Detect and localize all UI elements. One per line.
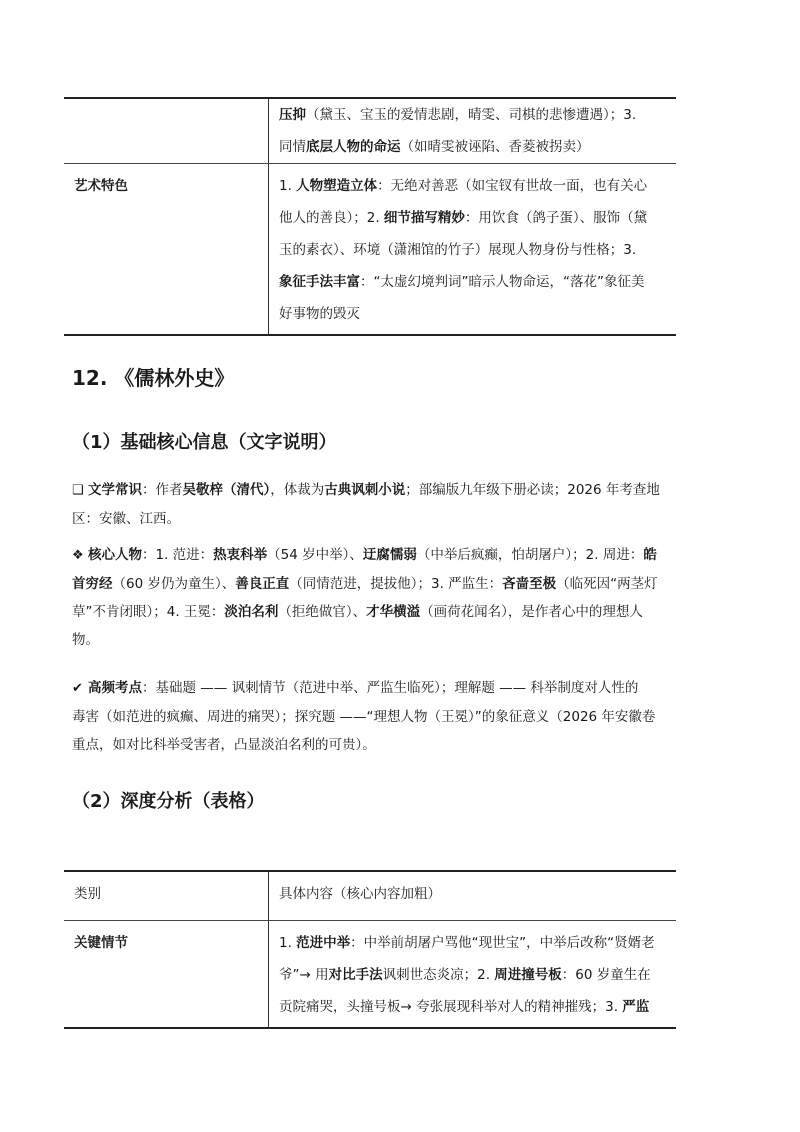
header-content: 具体内容（核心内容加粗） [269, 871, 677, 921]
table-row [64, 98, 676, 164]
paragraph-text: 文学常识：作者吴敬梓（清代），体裁为古典讽刺小说；部编版九年级下册必读；2026 年考查地 区：安徽、江西。 [72, 482, 660, 527]
row-label [64, 98, 269, 164]
diamond-bullet-icon: ❖ [72, 548, 84, 563]
paragraph-literary-knowledge [72, 476, 734, 533]
table-rulin-analysis [64, 870, 676, 1029]
row-label: 关键情节 [64, 921, 269, 1029]
paragraph-text: 核心人物：1. 范进：热衷科举（54 岁中举）、迂腐懦弱（中举后疯癫，怕胡屠户）；2. 周进：皓 首穷经（60 岁仍为童生）、善良正直（同情范进，提拔他）；3. 严监生：吝啬至极（临死因“两茎灯 草”不肯闭眼）；4. 王冕：淡泊名利（拒绝做官）、才华横溢（画荷花闻名），是作者心中的理想人 物。 [72, 547, 658, 648]
row-content: 压抑（黛玉、宝玉的爱情悲剧，晴雯、司棋的悲惨遭遇）；3. 同情底层人物的命运（如晴雯被诬陷、香菱被拐卖） [269, 98, 677, 164]
paragraph-core-characters [72, 541, 734, 654]
checkmark-bullet-icon: ✔ [72, 681, 83, 696]
header-category: 类别 [64, 871, 269, 921]
row-content: 1. 范进中举：中举前胡屠户骂他“现世宝”，中举后改称“贤婿老 爷”→ 用对比手法讽刺世态炎凉；2. 周进撞号板：60 岁童生在 贡院痛哭，头撞号板→ 夸张展现科举对人的精神摧残；3. 严监 [279, 935, 655, 1015]
table-row [64, 921, 676, 1029]
subsection-title-analysis: （2）深度分析（表格） [72, 791, 265, 812]
row-label: 艺术特色 [64, 164, 269, 336]
subsection-title-basic: （1）基础核心信息（文字说明） [72, 432, 337, 453]
table-header-row [64, 871, 676, 921]
checkbox-bullet-icon: ❑ [72, 483, 84, 498]
table-honglou-tail [64, 97, 676, 336]
table-row [64, 164, 676, 336]
paragraph-text: 高频考点：基础题 —— 讽刺情节（范进中举、严监生临死）；理解题 —— 科举制度对人性的 毒害（如范进的疯癫、周进的痛哭）；探究题 ——“理想人物（王冕）”的象征意义（2026 年安徽卷 重点，如对比科举受害者，凸显淡泊名利的可贵）。 [72, 680, 656, 753]
row-content: 1. 人物塑造立体：无绝对善恶（如宝钗有世故一面，也有关心 他人的善良）；2. 细节描写精妙：用饮食（鸽子蛋）、服饰（黛 玉的素衣）、环境（潇湘馆的竹子）展现人物身份与性格；3. 象征手法丰富：“太虚幻境判词”暗示人物命运，“落花”象征美 好事物的毁灭 [279, 178, 648, 322]
section-title: 12. 《儒林外史》 [72, 366, 235, 390]
paragraph-exam-points [72, 674, 734, 759]
